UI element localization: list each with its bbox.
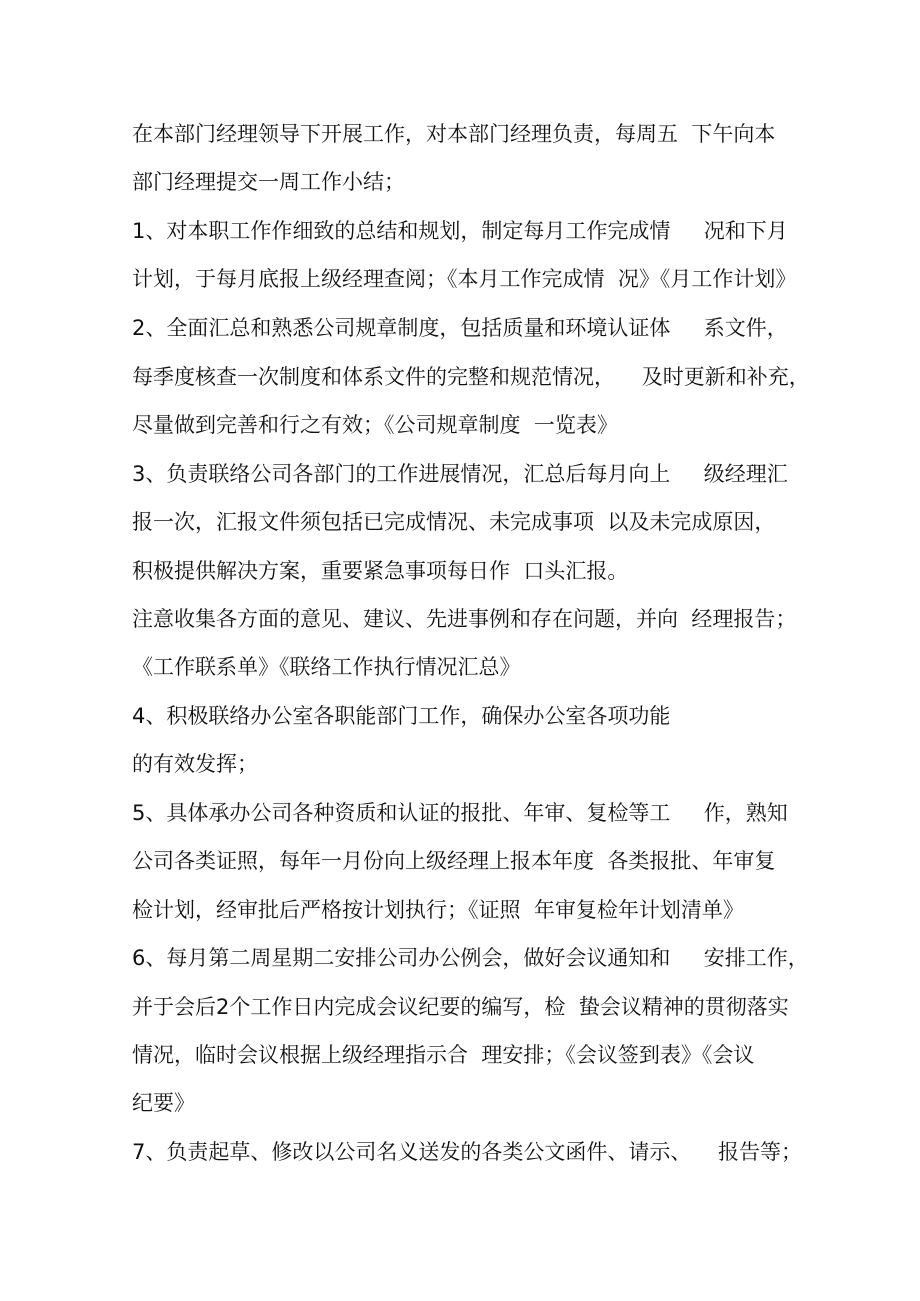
text-line: 7、负责起草、修改以公司名义送发的各类公文函件、请示、 报告等； — [132, 1140, 803, 1164]
text-line: 计划，于每月底报上级经理查阅；《本月工作完成情 况》《月工作计划》 — [132, 267, 797, 291]
text-line: 6、每月第二周星期二安排公司办公例会，做好会议通知和 安排工作， — [132, 946, 809, 970]
text-line: 情况，临时会议根据上级经理指示合 理安排；《会议签到表》《会议 — [132, 1043, 755, 1067]
text-line: 并于会后2个工作日内完成会议纪要的编写，检 蛰会议精神的贯彻落实 — [132, 995, 789, 1019]
text-line: 5、具体承办公司各种资质和认证的报批、年审、复检等工 作，熟知 — [132, 801, 788, 825]
text-line: 的有效发挥； — [132, 752, 258, 776]
text-line: 公司各类证照，每年一月份向上级经理上报本年度 各类报批、年审复 — [132, 849, 776, 873]
text-line: 注意收集各方面的意见、建议、先进事例和存在问题，并向 经理报告； — [132, 607, 797, 631]
text-line: 2、全面汇总和熟悉公司规章制度，包括质量和环境认证体 系文件， — [132, 316, 788, 340]
text-line: 部门经理提交一周工作小结； — [132, 170, 405, 194]
text-line: 4、积极联络办公室各职能部门工作，确保办公室各项功能 — [132, 704, 671, 728]
text-line: 尽量做到完善和行之有效；《公司规章制度 一览表》 — [132, 413, 618, 437]
text-line: 纪要》 — [132, 1091, 195, 1115]
text-line: 积极提供解决方案，重要紧急事项每日作 口头汇报。 — [132, 559, 629, 583]
text-line: 每季度核查一次制度和体系文件的完整和规范情况， 及时更新和补充， — [132, 365, 810, 389]
text-line: 报一次，汇报文件须包括已完成情况、未完成事项 以及未完成原因， — [132, 510, 776, 534]
text-line: 3、负责联络公司各部门的工作进展情况，汇总后每月向上 级经理汇 — [132, 462, 788, 486]
text-line: 1、对本职工作作细致的总结和规划，制定每月工作完成情 况和下月 — [132, 219, 788, 243]
text-line: 检计划，经审批后严格按计划执行；《证照 年审复检年计划清单》 — [132, 898, 744, 922]
text-line: 《工作联系单》《联络工作执行情况汇总》 — [132, 655, 521, 679]
text-line: 在本部门经理领导下开展工作，对本部门经理负责，每周五 下午向本 — [132, 122, 776, 146]
